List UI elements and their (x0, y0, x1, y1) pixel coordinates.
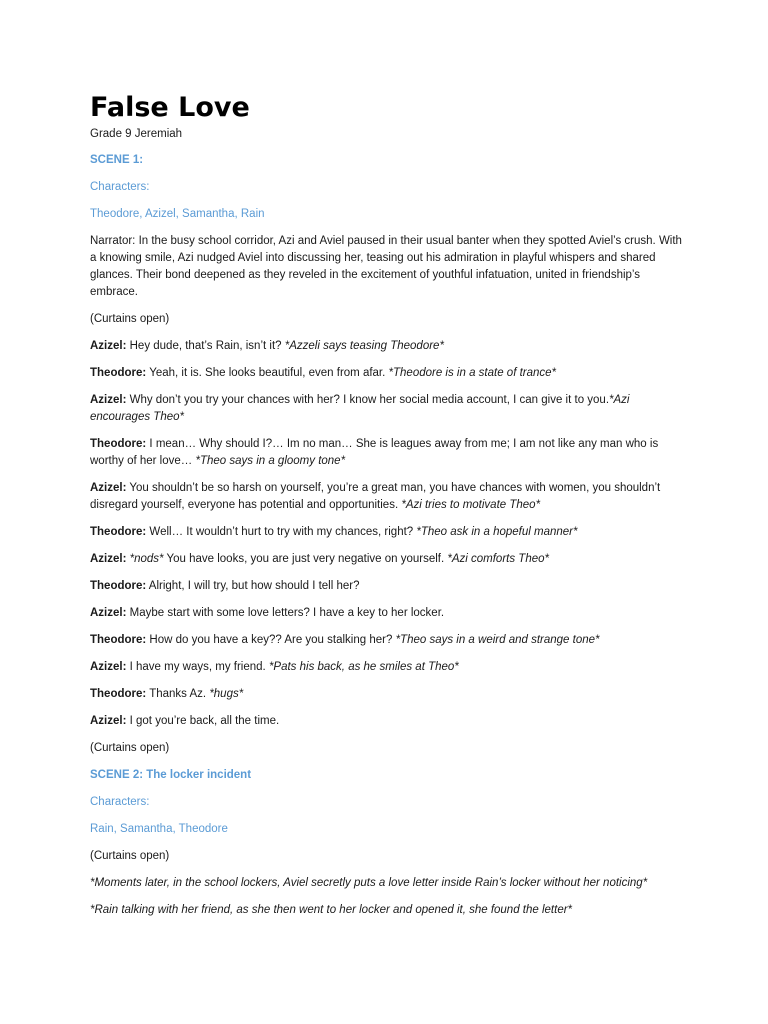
scene1-characters: Theodore, Azizel, Samantha, Rain (90, 208, 265, 220)
stage-direction: *Theo ask in a hopeful manner* (416, 526, 578, 538)
scene1-narration: Narrator: In the busy school corridor, Azi and Aviel paused in their usual banter when they spotted Aviel’s crush. With a knowing smile, Azi nudged Aviel into discussing her, teasing out his admiration in playful whispers and shared glances. Their bond deepened as they reveled in the excitement of youthful infatuation, united in friendship’s embrace. (90, 235, 682, 298)
scene2-curtains: (Curtains open) (90, 850, 170, 862)
line-text: I mean… Why should I?… Im no man… She is leagues away from me; I am not like any man who is worthy of her love… (90, 438, 659, 467)
dialogue-line (90, 436, 690, 470)
scene2-direction-2: *Rain talking with her friend, as she then went to her locker and opened it, she found the letter* (90, 904, 573, 916)
stage-direction: *Azzeli says teasing Theodore* (284, 340, 444, 352)
stage-direction: *Theo says in a gloomy tone* (195, 455, 346, 467)
dialogue-line (90, 605, 690, 622)
speaker-name: Azizel: (90, 661, 127, 673)
document-subtitle: Grade 9 Jeremiah (90, 128, 183, 140)
dialogue-line (90, 338, 690, 355)
dialogue-line (90, 713, 690, 730)
line-text: Alright, I will try, but how should I tell her? (146, 580, 360, 592)
stage-direction: *Azi encourages Theo* (90, 394, 630, 423)
scene2-heading: SCENE 2: The locker incident (90, 769, 252, 781)
speaker-name: Azizel: (90, 340, 127, 352)
line-text: Well… It wouldn’t hurt to try with my chances, right? (146, 526, 417, 538)
line-text: I have my ways, my friend. (126, 661, 269, 673)
speaker-name: Azizel: (90, 715, 127, 727)
line-text: You have looks, you are just very negative on yourself. (163, 553, 448, 565)
document-title: False Love (90, 92, 250, 123)
speaker-name: Theodore: (90, 438, 147, 450)
dialogue-line (90, 551, 690, 568)
scene1-heading: SCENE 1: (90, 154, 144, 166)
speaker-name: Theodore: (90, 580, 147, 592)
line-text: Maybe start with some love letters? I have a key to her locker. (126, 607, 445, 619)
dialogue-line (90, 365, 690, 382)
speaker-name: Azizel: (90, 482, 127, 494)
stage-direction: *Theo says in a weird and strange tone* (395, 634, 600, 646)
scene2-characters: Rain, Samantha, Theodore (90, 823, 228, 835)
line-text: How do you have a key?? Are you stalking her? (146, 634, 396, 646)
line-text: Yeah, it is. She looks beautiful, even from afar. (146, 367, 389, 379)
speaker-name: Azizel: (90, 553, 127, 565)
line-text: Why don’t you try your chances with her? I know her social media account, I can give it to you. (126, 394, 610, 406)
dialogue-line (90, 632, 690, 649)
dialogue-line (90, 659, 690, 676)
speaker-name: Azizel: (90, 607, 127, 619)
scene1-curtains-end: (Curtains open) (90, 742, 170, 754)
stage-direction: *Azi tries to motivate Theo* (401, 499, 541, 511)
line-text: I got you’re back, all the time. (126, 715, 280, 727)
stage-direction: *Pats his back, as he smiles at Theo* (268, 661, 459, 673)
line-text: You shouldn’t be so harsh on yourself, you’re a great man, you have chances with women, you shouldn’t disregard yourself, everyone has potential and opportunities. (90, 482, 661, 511)
line-text: Hey dude, that’s Rain, isn’t it? (126, 340, 285, 352)
stage-direction: *nods* (129, 553, 164, 565)
stage-direction: *Theodore is in a state of trance* (388, 367, 557, 379)
scene2-characters-label: Characters: (90, 796, 150, 808)
speaker-name: Azizel: (90, 394, 127, 406)
scene1-characters-label: Characters: (90, 181, 150, 193)
speaker-name: Theodore: (90, 688, 147, 700)
stage-direction: *Azi comforts Theo* (447, 553, 549, 565)
speaker-name: Theodore: (90, 367, 147, 379)
stage-direction: *hugs* (209, 688, 244, 700)
dialogue-line (90, 686, 690, 703)
scene1-curtains: (Curtains open) (90, 313, 170, 325)
dialogue-line (90, 524, 690, 541)
dialogue-line (90, 578, 690, 595)
scene2-direction-1: *Moments later, in the school lockers, Aviel secretly puts a love letter inside Rain’s locker without her noticing* (90, 877, 648, 889)
dialogue-line (90, 480, 690, 514)
speaker-name: Theodore: (90, 526, 147, 538)
document-body (90, 92, 690, 929)
dialogue-line (90, 392, 690, 426)
line-text: Thanks Az. (146, 688, 210, 700)
speaker-name: Theodore: (90, 634, 147, 646)
